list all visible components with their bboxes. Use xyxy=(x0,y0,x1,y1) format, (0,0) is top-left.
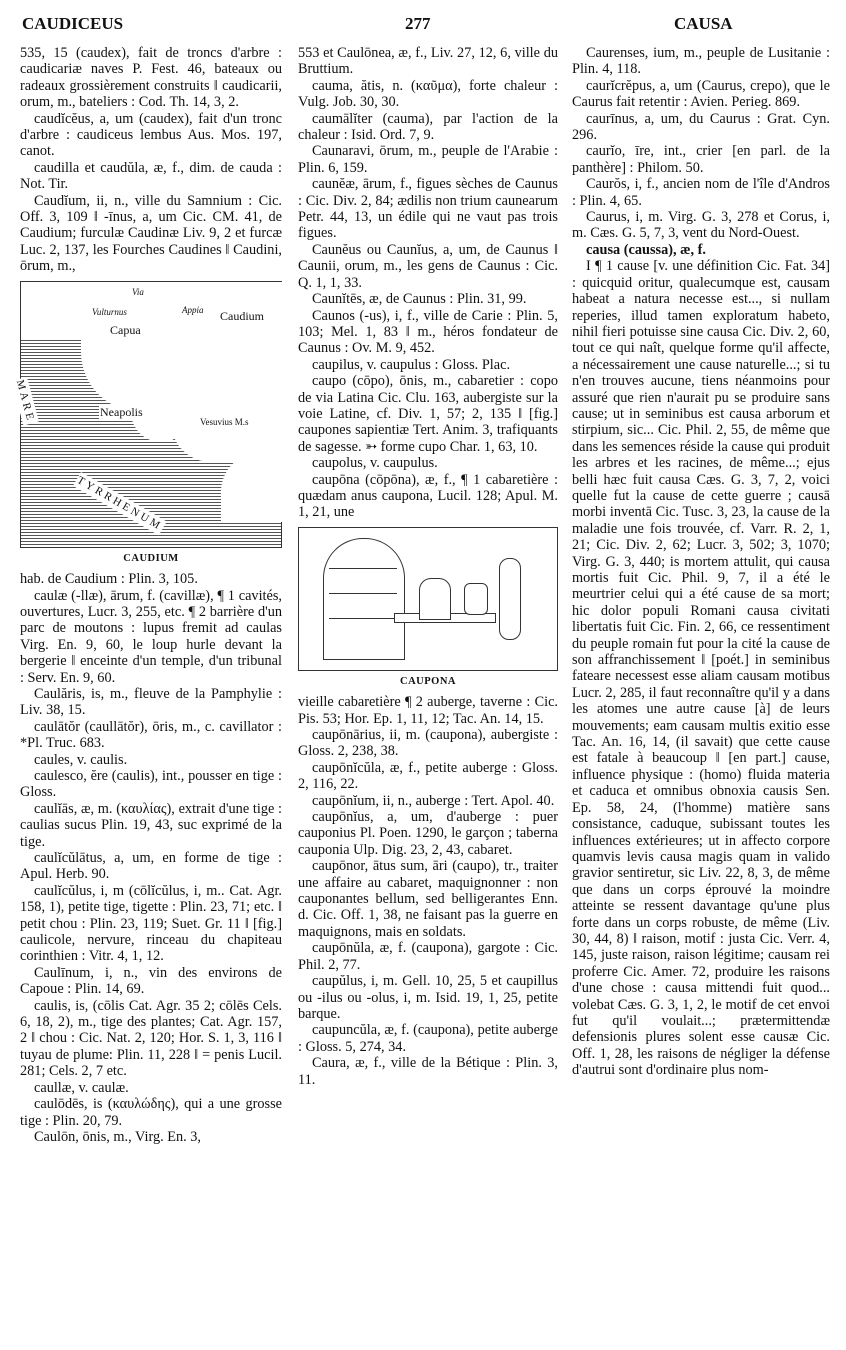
entry: caumālĭter (cauma), par l'action de la chaleur : Isid. Ord. 7, 9. xyxy=(298,110,558,144)
entry: Caunĕus ou Caunĭus, a, um, de Caunus ‖ Caunii, orum, m., les gens de Caunus : Cic. Q. 1, 1, 33. xyxy=(298,241,558,291)
header-left-word: CAUDICEUS xyxy=(22,14,124,33)
column-3 xyxy=(572,45,830,1079)
entry: caurĭcrĕpus, a, um (Caurus, crepo), que le Caurus fait retentir : Avien. Perieg. 869. xyxy=(572,77,830,111)
entry: cauma, ătis, n. (καῦμα), forte chaleur : Vulg. Job. 30, 30. xyxy=(298,77,558,111)
map-land xyxy=(221,452,283,522)
entry: caullæ, v. caulæ. xyxy=(34,1079,129,1096)
caupona-illustration xyxy=(298,527,558,671)
page-number: 277 xyxy=(405,14,431,33)
entry: caudilla et caudŭla, æ, f., dim. de cauda : Not. Tir. xyxy=(20,159,282,193)
entry: I ¶ 1 cause [v. une définition Cic. Fat. 34] : quicquid oritur, qualecumque est, causam habeat a natura necesse est..., si nullam reperies, illud tamen exploratum habeto, nihil fieri potuisse sine causa Cic. Div. 2, 60, tout ce qui naît, quelque forme qu'il affecte, a nécessairement une cause naturelle...; si tu n'en trouves aucune, tiens néanmoins pour assuré que rien n'aurait pu se produire sans cause; ut in seminibus est causa arborum et stirpium, sic... Cic. Phil. 2, 55, de même que dans les semences réside la cause qui produit les arbres et les racines, de même...; ejus belli hæc fuit causa Cæs. G. 3, 7, 2, voici quelle fut la cause de cette guerre ; causā morbi inventā Cic. Tusc. 3, 23, la cause de la maladie une fois trouvée, cf. Varr. R. 2, 1, 21; Cic. Div. 2, 62; Lucr. 3, 502; 3, 1070; Virg. G. 3, 440; is mortem attulit, qui causa mortis fuit Cic. Phil. 9, 7, il a été le meurtrier celui qui a été cause de sa mort; hic dolor populi Romani causa civitati libertatis fuit Cic. Fin. 2, 66, ce ressentiment du peuple romain fut pour la cité la cause de son affranchissement ‖ [poét.] in seminibus fateare necessest esse aliam causam motibus Lucr. 2, 285, il faut reconnaître qu'il y a dans les atomes une autre cause [à] de leurs mouvements; eam causam multis exitio esse Tac. An. 16, 14, (il savait) que cette cause est fatale à beaucoup ‖ [en part.] cause, influence physique : (homo) fluida materia et caduca et omnibus obnoxia causis Sen. Ep. 58, 24, (l'homme) matière sans consistance, caduque, subissant toutes les influences extérieures; ut in affecto corpore quamvis levis causa magis quam in valido gravior sentiretur, sic Liv. 22, 8, 3, de même que dans un corps éprouvé la moindre atteinte se ressent davantage qu'une plus forte dans un corps robuste, de même (Liv. 30, 44, 8) ‖ raison, motif : justa Cic. Verr. 4, 145, juste raison, raison légitime; causam rei proferre Cic. Amer. 72, produire les raisons d'une chose : causa mittendi fuit quod... volebat Cæs. G. 3, 1, 2, le motif de cet envoi fut qu'il voulait...; prætermittendæ defensionis plures solent esse causæ Cic. Off. 1, 28, les raisons de négliger la défense d'autrui sont d'ordinaire plus nom- xyxy=(572,258,830,1079)
caudium-map-figure xyxy=(13,281,282,567)
map-label-capua: Capua xyxy=(110,322,141,337)
map-label-vulturnus: Vulturnus xyxy=(91,304,128,320)
shelf-line xyxy=(329,618,397,619)
entry: caurĭo, īre, int., crier [en parl. de la panthère] : Philom. 50. xyxy=(572,143,830,176)
entry: caupo (cōpo), ōnis, m., cabaretier : copo de via Latina Cic. Clu. 163, aubergiste sur la voie Latine, cf. Div. 1, 57; 2, 135 ‖ [fig.] caupones sapientiæ Tert. Anim. 3, trafiquants de sagesse. ➳ forme cupo Char. 1, 63, 10. xyxy=(298,373,558,455)
entry: caulōdēs, is (καυλώδης), qui a une grosse tige : Plin. 20, 79. xyxy=(20,1096,282,1129)
column-2 xyxy=(298,45,558,1088)
entry: Caurus, i, m. Virg. G. 3, 278 et Corus, i, m. Cæs. G. 5, 7, 3, vent du Nord-Ouest. xyxy=(572,209,830,242)
entry: caulĭcŭlus, i, m (cōlĭcŭlus, i, m.. Cat. Agr. 158, 1), petite tige, tigette : Plin. 23, 71; etc. ‖ petit chou : Plin. 23, 119; Suet. Gr. 11 ‖ [fig.] caulicole, nervure, rinceau du chapiteau corinthien : Vitr. 4, 1, 12. xyxy=(20,882,282,965)
column-1 xyxy=(13,45,282,1145)
entry: caulesco, ĕre (caulis), int., pousser en tige : Gloss. xyxy=(20,767,282,801)
entry: hab. de Caudium : Plin. 3, 105. xyxy=(20,571,198,588)
entry: Caunĭtēs, æ, de Caunus : Plin. 31, 99. xyxy=(312,291,527,308)
entry: 553 et Caulōnea, æ, f., Liv. 27, 12, 6, ville du Bruttium. xyxy=(298,45,558,78)
entry: caupilus, v. caupulus : Gloss. Plac. xyxy=(312,356,511,373)
figure-person xyxy=(419,578,451,620)
map-caption: CAUDIUM xyxy=(123,552,179,564)
entry: caupōnŭla, æ, f. (caupona), gargote : Cic. Phil. 2, 77. xyxy=(298,940,558,973)
running-header xyxy=(0,10,846,38)
entry: caupōnĭum, ii, n., auberge : Tert. Apol. 40. xyxy=(312,792,555,809)
figure-dancer xyxy=(499,558,521,640)
map-label-mare: MARE xyxy=(11,377,39,425)
entry: caulis, is, (cōlis Cat. Agr. 35 2; cōlēs Cels. 6, 18, 2), m., tige des plantes; Cat. Agr. 157, 2 ‖ chou : Cic. Nat. 2, 120; Hor. S. 1, 3, 116 ‖ tuyau de plume: Plin. 11, 228 ‖ = penis Lucil. 281; Cels. 2, 7 etc. xyxy=(20,997,282,1080)
entry: caules, v. caulis. xyxy=(34,751,128,768)
entry: caupolus, v. caupulus. xyxy=(312,455,438,472)
entry: caupōnĭus, a, um, d'auberge : puer cauponius Pl. Poen. 1290, le garçon ; taberna cauponia Ulp. Dig. 23, 2, 43, cabaret. xyxy=(298,809,558,858)
entry: caulĭās, æ, m. (καυλίας), extrait d'une tige : caulias sucus Plin. 19, 43, suc exprimé de la tige. xyxy=(20,800,282,850)
entry: Caurenses, ium, m., peuple de Lusitanie : Plin. 4, 118. xyxy=(572,45,830,78)
entry-headword-causa: causa (caussa), æ, f. xyxy=(586,241,706,258)
entry: caulātŏr (caullātŏr), ōris, m., c. cavillator : *Pl. Truc. 683. xyxy=(20,718,282,752)
entry: caupuncŭla, æ, f. (caupona), petite auberge : Gloss. 5, 274, 34. xyxy=(298,1022,558,1055)
entry: caupōnārius, ii, m. (caupona), aubergiste : Gloss. 2, 238, 38. xyxy=(298,727,558,760)
entry: caupōnĭcŭla, æ, f., petite auberge : Gloss. 2, 116, 22. xyxy=(298,759,558,793)
entry: Caulīnum, i, n., vin des environs de Capoue : Plin. 14, 69. xyxy=(20,964,282,998)
map-label-tyrrhenum: TYRRHENUM xyxy=(73,472,167,536)
entry: caulĭcŭlātus, a, um, en forme de tige : Apul. Herb. 90. xyxy=(20,850,282,883)
map-label-via: Via xyxy=(131,284,145,300)
entry: 535, 15 (caudex), fait de troncs d'arbre : caudicariæ naves P. Fest. 46, bateaux ou radeaux grossièrement construits ‖ caudicarii, orum, m., bateliers : Cod. Th. 14, 3, 2. xyxy=(20,45,282,111)
entry: Caura, æ, f., ville de la Bétique : Plin. 3, 11. xyxy=(298,1055,558,1088)
entry: vieille cabaretière ¶ 2 auberge, taverne : Cic. Pis. 53; Hor. Ep. 1, 11, 12; Tac. An. 14, 15. xyxy=(298,694,558,727)
entry: Caurŏs, i, f., ancien nom de l'île d'Andros : Plin. 4, 65. xyxy=(572,176,830,209)
entry: Caunos (-us), i, f., ville de Carie : Plin. 5, 103; Mel. 1, 83 ‖ m., héros fondateur de Caunus : Ov. M. 9, 452. xyxy=(298,307,558,357)
map-label-appia: Appia xyxy=(181,302,205,318)
header-right-word: CAUSA xyxy=(674,14,733,33)
entry: Caulōn, ōnis, m., Virg. En. 3, xyxy=(34,1128,202,1145)
caupona-caption: CAUPONA xyxy=(400,675,456,687)
map-label-neapolis: Neapolis xyxy=(100,404,143,419)
map-label-vesuvius: Vesuvius M.s xyxy=(199,414,261,430)
entry: caunĕæ, ārum, f., figues sèches de Caunus : Cic. Div. 2, 84; ædilis non trium caunearum Petr. 44, 13, un édile qui ne vaut pas trois figues. xyxy=(298,176,558,242)
barrel xyxy=(464,583,488,615)
entry: caudĭcĕus, a, um (caudex), fait d'un tronc d'arbre : caudiceus lembus Aus. Mos. 197, canot. xyxy=(20,110,282,160)
entry: caupōna (cōpōna), æ, f., ¶ 1 cabaretière : quædam anus caupona, Lucil. 128; Apul. M. 1, 21, une xyxy=(298,471,558,521)
shelf-line xyxy=(329,568,397,569)
entry: caupōnor, ātus sum, āri (caupo), tr., traiter une affaire au cabaret, maquignonner : non cauponantes bellum, sed belligerantes Enn. d. Cic. Off. 1, 38, ne faisant pas la guerre en maquignons, mais en soldats. xyxy=(298,858,558,940)
shelf-niche xyxy=(323,538,405,660)
entry: caulæ (-llæ), ārum, f. (cavillæ), ¶ 1 cavités, ouvertures, Lucr. 3, 255, etc. ¶ 2 barrière d'un parc de moutons : lupus fremit ad caulas Virg. En. 9, 60, le loup hurle devant la bergerie ‖ enceinte d'un temple, d'un tribunal : Serv. En. 9, 60. xyxy=(20,587,282,686)
entry: caupŭlus, i, m. Gell. 10, 25, 5 et caupillus ou -ilus ou -olus, i, m. Isid. 19, 1, 25, petite barque. xyxy=(298,973,558,1022)
caudium-map xyxy=(13,281,282,548)
entry: Caunaravi, ōrum, m., peuple de l'Arabie : Plin. 6, 159. xyxy=(298,143,558,176)
map-label-caudium: Caudium xyxy=(220,308,264,323)
entry: Caudĭum, ii, n., ville du Samnium : Cic. Off. 3, 109 ‖ -īnus, a, um Cic. CM. 41, de Caudium; furculæ Caudinæ Liv. 9, 2 et furcæ Luc. 2, 137, les Fourches Caudines ‖ Caudini, ōrum, m., xyxy=(20,192,282,275)
caupona-figure xyxy=(298,527,558,690)
shelf-line xyxy=(329,593,397,594)
entry: caurīnus, a, um, du Caurus : Grat. Cyn. 296. xyxy=(572,110,830,144)
entry: Caulăris, is, m., fleuve de la Pamphylie : Liv. 38, 15. xyxy=(20,685,282,719)
